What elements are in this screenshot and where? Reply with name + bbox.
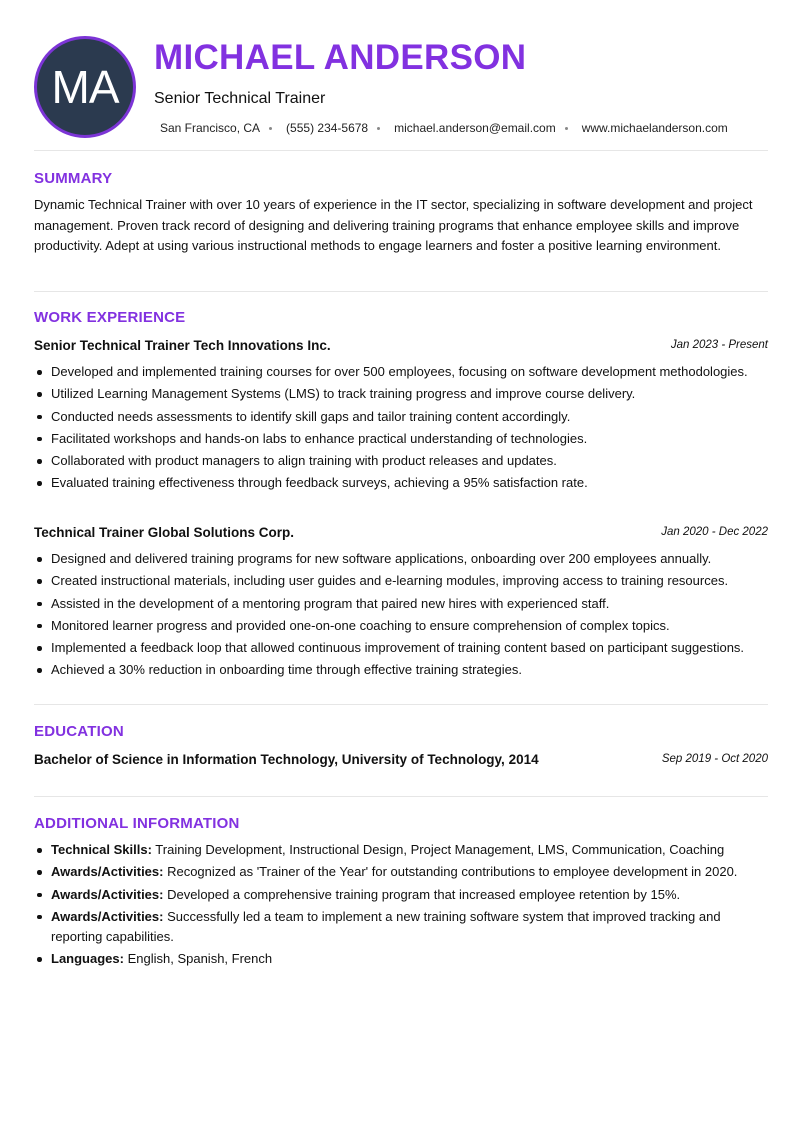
list-item [34, 840, 774, 860]
list-item: Monitored learner progress and provided one-on-one coaching to ensure comprehension of complex topics. [34, 616, 774, 636]
list-item: Utilized Learning Management Systems (LMS) to track training progress and improve course delivery. [34, 384, 774, 404]
summary-heading: SUMMARY [34, 170, 113, 187]
list-item: Evaluated training effectiveness through feedback surveys, achieving a 95% satisfaction rate. [34, 473, 774, 493]
list-item: Achieved a 30% reduction in onboarding time through effective training strategies. [34, 660, 774, 680]
list-item: Developed and implemented training courses for over 500 employees, focusing on software development methodologies. [34, 362, 774, 382]
education-entry [34, 752, 768, 770]
additional-info-list [34, 840, 774, 971]
section-divider [34, 796, 768, 797]
job-bullets [34, 362, 774, 496]
item-label: Awards/Activities: [51, 864, 164, 880]
item-text: Training Development, Instructional Design, Project Management, LMS, Communication, Coaching [151, 842, 725, 857]
summary-text: Dynamic Technical Trainer with over 10 years of experience in the IT sector, specializing in software development and project management. Proven track record of designing and delivering training programs that enhance employee skills and improve productivity. Adept at using various instructional methods to engage learners and foster a positive learning environment. [34, 197, 753, 253]
contact-info [160, 121, 728, 135]
item-text: Developed a comprehensive training program that increased employee retention by 15%. [163, 886, 681, 902]
education-heading: EDUCATION [34, 723, 124, 740]
section-divider [34, 704, 768, 705]
job-title: Senior Technical Trainer Tech Innovations Inc. [34, 338, 331, 353]
additional-info-heading: ADDITIONAL INFORMATION [34, 815, 240, 832]
separator-dot-icon [565, 127, 568, 130]
resume-header [34, 34, 768, 138]
job-header [34, 525, 768, 543]
avatar-initials: MA [51, 61, 119, 113]
avatar [34, 36, 136, 138]
contact-website[interactable]: www.michaelanderson.com [581, 121, 728, 135]
list-item: Collaborated with product managers to align training with product releases and updates. [34, 451, 774, 471]
contact-email[interactable]: michael.anderson@email.com [394, 121, 556, 135]
item-label: Awards/Activities: [51, 908, 164, 924]
item-text: English, Spanish, French [123, 951, 273, 967]
degree: Bachelor of Science in Information Technology, University of Technology, 2014 [34, 752, 539, 767]
separator-dot-icon [269, 127, 272, 130]
item-text: Successfully led a team to implement a new training software system that improved tracking and reporting capabilities. [51, 908, 721, 944]
job-dates: Jan 2023 - Present [670, 339, 768, 351]
job-header [34, 338, 768, 356]
item-label: Awards/Activities: [51, 886, 164, 902]
list-item [34, 907, 774, 947]
job-dates: Jan 2020 - Dec 2022 [661, 526, 768, 538]
separator-dot-icon [377, 127, 380, 130]
job-bullets [34, 549, 774, 683]
item-label: Languages: [51, 951, 124, 967]
item-label: Technical Skills: [51, 842, 152, 857]
list-item: Designed and delivered training programs for new software applications, onboarding over 200 employees annually. [34, 549, 774, 569]
section-divider [34, 150, 768, 151]
list-item [34, 949, 774, 969]
list-item: Assisted in the development of a mentoring program that paired new hires with experienced staff. [34, 594, 774, 614]
job-title: Technical Trainer Global Solutions Corp. [34, 525, 295, 540]
contact-location: San Francisco, CA [160, 121, 261, 135]
item-text: Recognized as 'Trainer of the Year' for outstanding contributions to employee development in 2020. [163, 864, 738, 880]
candidate-name: MICHAEL ANDERSON [154, 38, 527, 77]
list-item: Created instructional materials, including user guides and e-learning modules, improving access to training resources. [34, 571, 774, 591]
work-experience-heading: WORK EXPERIENCE [34, 309, 186, 326]
list-item: Implemented a feedback loop that allowed continuous improvement of training content based on participant suggestions. [34, 638, 774, 658]
candidate-role: Senior Technical Trainer [154, 90, 326, 107]
section-divider [34, 291, 768, 292]
list-item [34, 862, 774, 882]
list-item: Facilitated workshops and hands-on labs to enhance practical understanding of technologies. [34, 429, 774, 449]
list-item: Conducted needs assessments to identify skill gaps and tailor training content accordingly. [34, 407, 774, 427]
contact-phone: (555) 234-5678 [286, 121, 369, 135]
list-item [34, 885, 774, 905]
education-dates: Sep 2019 - Oct 2020 [661, 753, 768, 765]
